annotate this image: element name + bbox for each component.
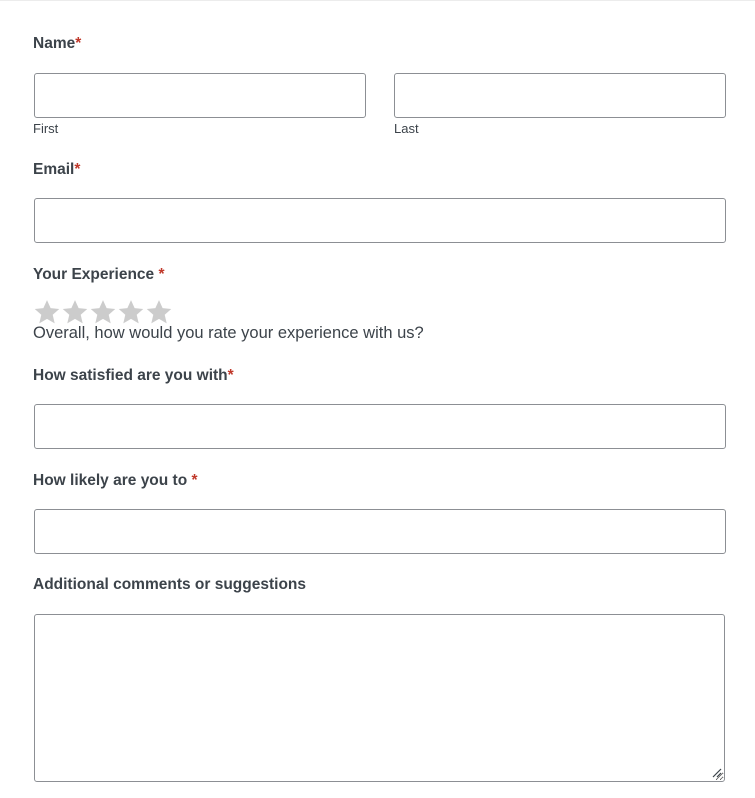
top-divider xyxy=(0,0,755,1)
first-name-sublabel: First xyxy=(33,121,59,136)
email-label xyxy=(33,161,80,179)
likely-input[interactable] xyxy=(34,509,726,554)
satisfied-label xyxy=(33,367,234,385)
email-input[interactable] xyxy=(34,198,726,243)
comments-textarea[interactable] xyxy=(34,614,725,782)
experience-description: Overall, how would you rate your experience with us? xyxy=(33,324,424,342)
satisfied-label-text: How satisfied are you with xyxy=(33,367,228,384)
satisfied-input[interactable] xyxy=(34,404,726,449)
star-icon[interactable] xyxy=(145,298,173,326)
experience-required-mark: * xyxy=(158,266,165,283)
star-icon[interactable] xyxy=(117,298,145,326)
likely-required-mark: * xyxy=(191,472,198,489)
last-name-input[interactable] xyxy=(394,73,726,118)
star-icon[interactable] xyxy=(89,298,117,326)
first-name-input[interactable] xyxy=(34,73,366,118)
likely-label xyxy=(33,472,198,490)
satisfied-required-mark: * xyxy=(227,367,234,384)
last-name-sublabel: Last xyxy=(394,121,419,136)
email-label-text: Email xyxy=(33,161,75,178)
star-icon[interactable] xyxy=(61,298,89,326)
name-label xyxy=(33,35,81,53)
resize-handle-icon[interactable] xyxy=(711,767,722,778)
experience-label-text: Your Experience xyxy=(33,266,155,283)
name-label-text: Name xyxy=(33,35,76,52)
email-required-mark: * xyxy=(74,161,81,178)
experience-label xyxy=(33,266,165,284)
comments-label: Additional comments or suggestions xyxy=(33,576,306,593)
star-rating xyxy=(33,298,173,326)
name-required-mark: * xyxy=(75,35,82,52)
star-icon[interactable] xyxy=(33,298,61,326)
likely-label-text: How likely are you to xyxy=(33,472,188,489)
